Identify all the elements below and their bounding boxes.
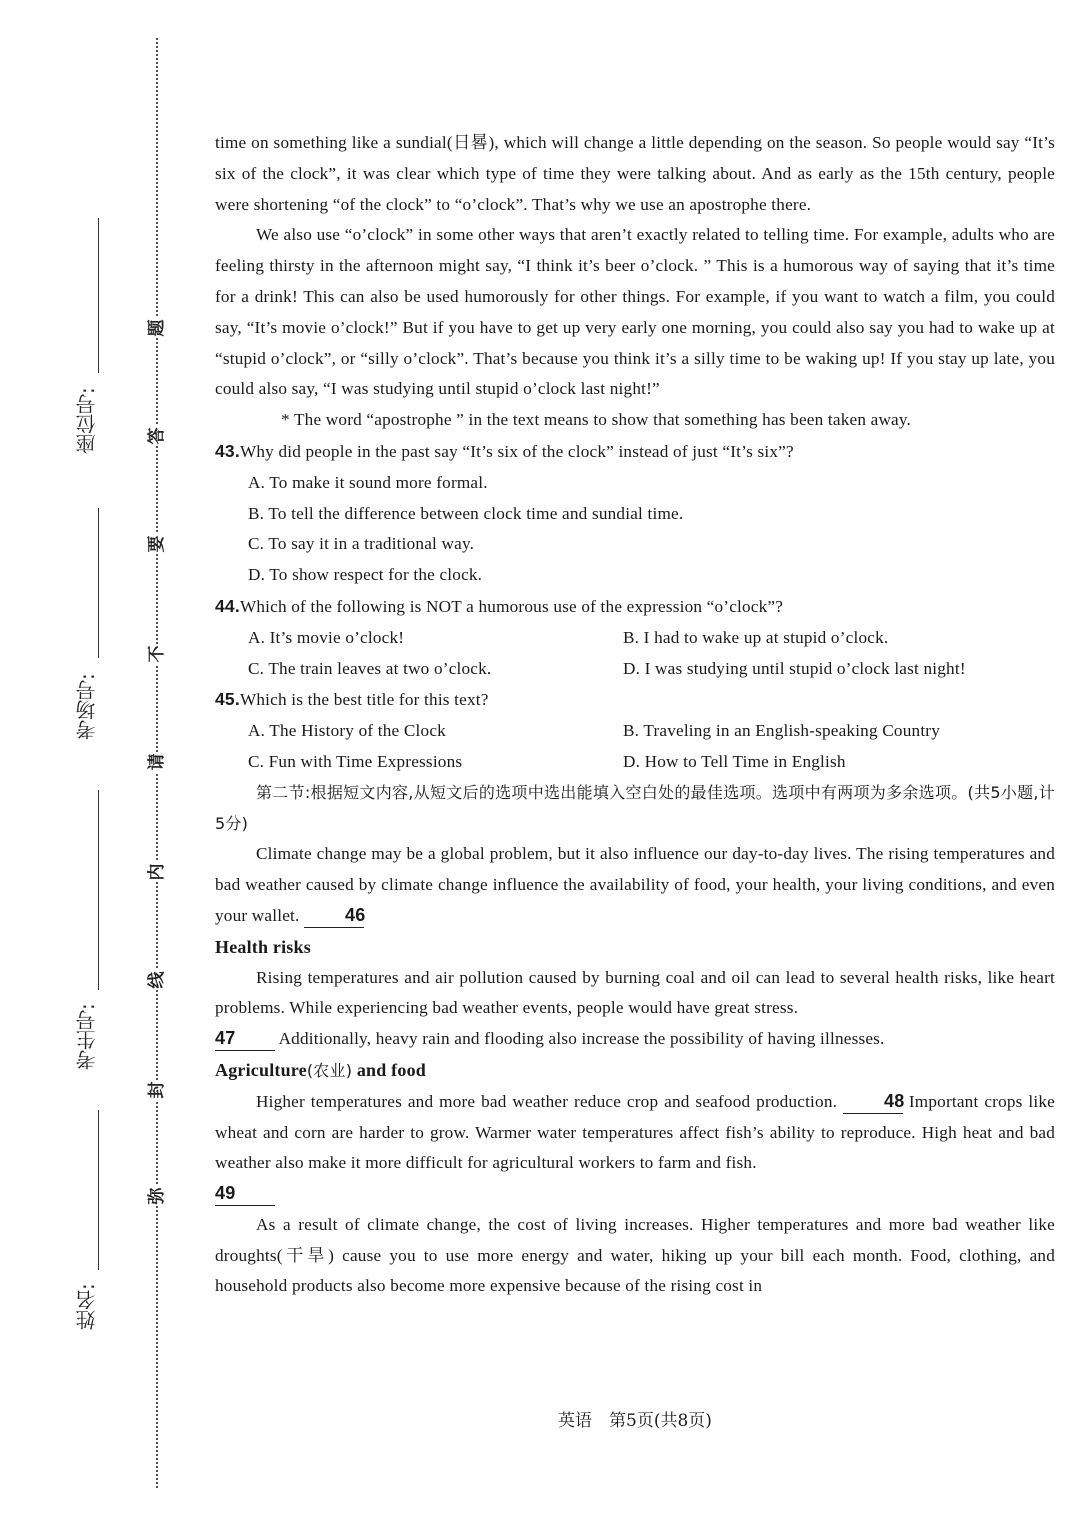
seal-warning-char: 线 xyxy=(147,971,167,989)
binding-margin xyxy=(0,0,200,1527)
question-number: 43. xyxy=(215,440,240,461)
question-number: 45. xyxy=(215,689,240,710)
passage-paragraph: Rising temperatures and air pollution caused by burning coal and oil can lead to several health risks, like heart problems. While experiencing bad weather events, people would have great stress. xyxy=(215,967,1055,1018)
page-content xyxy=(215,128,1055,1302)
answer-option[interactable]: C. To say it in a traditional way. xyxy=(248,534,475,554)
passage-paragraph: As a result of climate change, the cost of living increases. Higher temperatures and more bad weather like droughts(干旱) cause you to use more energy and water, hiking up your bill each month. Food, clothing, and household products also become more expensive because of the rising cost in xyxy=(215,1214,1055,1296)
answer-option[interactable]: D. How to Tell Time in English xyxy=(623,751,846,771)
blank-49[interactable]: 49 xyxy=(215,1181,275,1206)
question-text: Which is the best title for this text? xyxy=(239,690,489,710)
page-footer: 英语 第5页(共8页) xyxy=(558,1411,712,1431)
room-write-line xyxy=(98,508,99,658)
answer-option[interactable]: B. I had to wake up at stupid o’clock. xyxy=(623,627,889,647)
question-text: Why did people in the past say “It’s six of the clock” instead of just “It’s six”? xyxy=(239,441,794,461)
passage-paragraph: time on something like a sundial(日晷), which will change a little depending on the season. So people would say “It’s six of the clock”, it was clear which type of time they were talking about. And as early as the 15th century, people were shortening “of the clock” to “o’clock”. That’s why we use an apostrophe there. xyxy=(215,133,1055,214)
answer-option[interactable]: A. To make it sound more formal. xyxy=(248,472,488,492)
question-45 xyxy=(215,684,1055,777)
passage-paragraph xyxy=(215,1024,1055,1055)
seal-warning-char: 题 xyxy=(147,319,167,337)
heading-gloss: (农业) xyxy=(306,1060,353,1080)
seal-warning-char: 答 xyxy=(147,427,167,445)
name-label: 姓名: xyxy=(75,1283,99,1331)
passage-paragraph: We also use “o’clock” in some other ways that aren’t exactly related to telling time. For example, adults who are feeling thirsty in the afternoon might say, “I think it’s beer o’clock. ” This is a humorous way of saying that it’s time for a drink! This can also be used humorously for other things. For example, if you want to watch a film, you could say, “It’s movie o’clock!” But if you have to get up very early one morning, you could also say you had to wake up at “stupid o’clock”, or “silly o’clock”. That’s because you think it’s a silly time to be waking up! If you stay up late, you could also say, “I was studying until stupid o’clock last night!” xyxy=(215,225,1055,399)
answer-option[interactable]: C. The train leaves at two o’clock. xyxy=(248,658,492,678)
answer-option[interactable]: B. Traveling in an English-speaking Country xyxy=(623,721,941,741)
blank-47[interactable]: 47 xyxy=(215,1026,275,1051)
section-heading: Health risks xyxy=(215,936,311,957)
passage-paragraph xyxy=(215,1179,1055,1210)
question-text: Which of the following is NOT a humorous use of the expression “o’clock”? xyxy=(239,596,784,616)
seal-warning-char: 要 xyxy=(147,535,167,553)
answer-option[interactable]: A. The History of the Clock xyxy=(248,721,446,741)
seal-warning-char: 弥 xyxy=(147,1187,167,1205)
question-43 xyxy=(215,436,1055,591)
seal-warning-char: 不 xyxy=(147,645,167,663)
section-heading xyxy=(215,1055,1055,1087)
question-number: 44. xyxy=(215,595,240,616)
answer-option[interactable]: C. Fun with Time Expressions xyxy=(248,751,463,771)
seal-warning-char: 内 xyxy=(147,863,167,881)
seat-number-label: 座位号: xyxy=(75,387,99,455)
paragraph-text: Higher temperatures and more bad weather reduce crop and seafood production. xyxy=(256,1091,838,1111)
name-write-line xyxy=(98,1110,99,1270)
question-44 xyxy=(215,591,1055,684)
answer-option[interactable]: D. To show respect for the clock. xyxy=(248,565,483,585)
paragraph-text: Climate change may be a global problem, but it also influence our day-to-day lives. The rising temperatures and bad weather caused by climate change influence the availability of food, your health, your living conditions, and even your wallet. xyxy=(215,844,1055,925)
paragraph-text: Important crops like wheat and corn are harder to grow. Warmer water temperatures affect fish’s ability to reproduce. High heat and bad weather also make it more difficult for agricultural workers to farm and fish. xyxy=(215,1091,1055,1173)
blank-48[interactable]: 48 xyxy=(843,1089,903,1114)
examinee-write-line xyxy=(98,790,99,990)
passage-paragraph xyxy=(215,839,1055,931)
blank-46[interactable]: 46 xyxy=(304,903,364,928)
seal-warning-char: 封 xyxy=(147,1081,167,1099)
answer-option[interactable]: A. It’s movie o’clock! xyxy=(248,627,405,647)
answer-option[interactable]: D. I was studying until stupid o’clock last night! xyxy=(623,658,966,678)
paragraph-text: Additionally, heavy rain and flooding also increase the possibility of having illnesses. xyxy=(278,1029,885,1049)
section-instructions: 第二节:根据短文内容,从短文后的选项中选出能填入空白处的最佳选项。选项中有两项为多余选项。(共5小题,计5分) xyxy=(215,782,1055,833)
seal-warning-char: 请 xyxy=(147,753,167,771)
exam-room-label: 考场号: xyxy=(75,673,99,741)
heading-text: Agriculture xyxy=(215,1059,307,1080)
answer-option[interactable]: B. To tell the difference between clock time and sundial time. xyxy=(248,503,684,523)
footnote: * The word “apostrophe ” in the text means to show that something has been taken away. xyxy=(281,410,912,430)
heading-text: and food xyxy=(352,1059,426,1080)
seat-write-line xyxy=(98,218,99,373)
examinee-number-label: 考生号: xyxy=(75,1003,99,1071)
passage-paragraph xyxy=(215,1087,1055,1179)
